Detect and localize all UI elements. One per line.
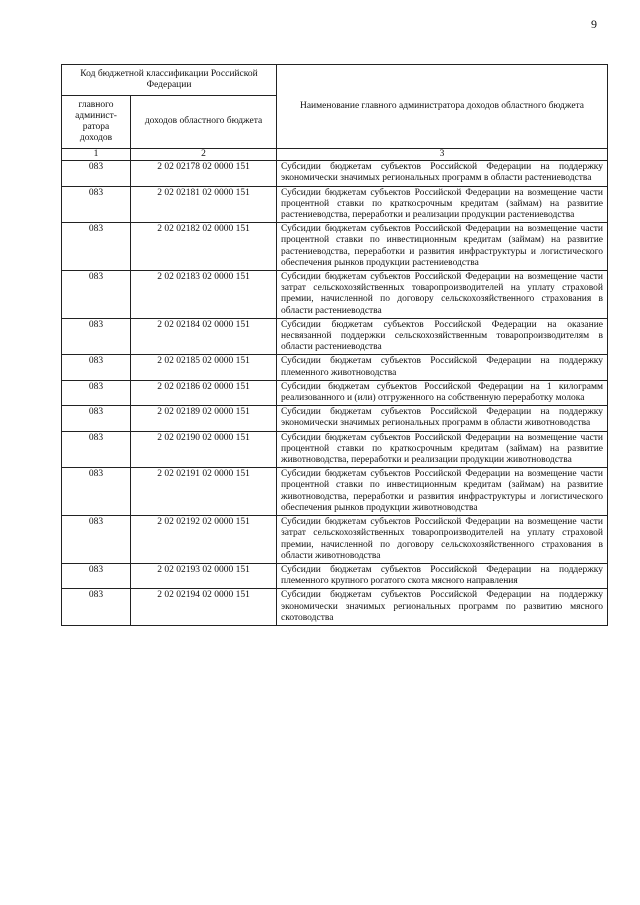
table-row — [62, 161, 608, 186]
administrator-code-cell: 083 — [62, 468, 131, 516]
revenue-name-cell: Субсидии бюджетам субъектов Российской Федерации на возмещение части процентной ставки по краткосрочным кредитам (займам) на развитие растениеводства, переработки и реализации продукции растениеводства — [277, 186, 608, 223]
table-row — [62, 355, 608, 380]
administrator-code-cell: 083 — [62, 355, 131, 380]
table-row — [62, 468, 608, 516]
revenue-name-cell: Субсидии бюджетам субъектов Российской Федерации на возмещение части процентной ставки по инвестиционным кредитам (займам) на развитие животноводства, переработки и развития инфраструктуры и логистического обеспечения рынков продукции животноводства — [277, 468, 608, 516]
table-row — [62, 516, 608, 564]
table-row — [62, 589, 608, 626]
budget-code-cell: 2 02 02186 02 0000 151 — [131, 380, 277, 405]
administrator-code-cell: 083 — [62, 186, 131, 223]
header-administrator-name: Наименование главного администратора доходов областного бюджета — [277, 65, 608, 149]
column-number-3: 3 — [277, 149, 608, 161]
revenue-name-cell: Субсидии бюджетам субъектов Российской Федерации на поддержку экономически значимых региональных программ по развитию мясного скотоводства — [277, 589, 608, 626]
revenue-name-cell: Субсидии бюджетам субъектов Российской Федерации на поддержку племенного крупного рогатого скота мясного направления — [277, 563, 608, 588]
column-number-1: 1 — [62, 149, 131, 161]
budget-code-cell: 2 02 02191 02 0000 151 — [131, 468, 277, 516]
table-row — [62, 186, 608, 223]
table-row — [62, 380, 608, 405]
budget-code-cell: 2 02 02184 02 0000 151 — [131, 318, 277, 355]
page-number: 9 — [591, 17, 597, 31]
budget-code-cell: 2 02 02193 02 0000 151 — [131, 563, 277, 588]
revenue-name-cell: Субсидии бюджетам субъектов Российской Федерации на возмещение части процентной ставки по инвестиционным кредитам (займам) на развитие растениеводства, переработки и развития инфраструктуры и логистического обеспечения рынков продукции растениеводства — [277, 223, 608, 271]
budget-code-cell: 2 02 02189 02 0000 151 — [131, 406, 277, 431]
table-row — [62, 563, 608, 588]
revenue-name-cell: Субсидии бюджетам субъектов Российской Федерации на возмещение части процентной ставки по краткосрочным кредитам (займам) на развитие животноводства, переработки и реализации продукции животноводства — [277, 431, 608, 468]
budget-code-cell: 2 02 02183 02 0000 151 — [131, 271, 277, 319]
header-budget-classification-code: Код бюджетной классификации Российской Федерации — [62, 65, 277, 96]
table-row — [62, 223, 608, 271]
revenue-name-cell: Субсидии бюджетам субъектов Российской Федерации на 1 килограмм реализованного и (или) отгруженного на собственную переработку молока — [277, 380, 608, 405]
administrator-code-cell: 083 — [62, 589, 131, 626]
administrator-code-cell: 083 — [62, 380, 131, 405]
budget-code-cell: 2 02 02182 02 0000 151 — [131, 223, 277, 271]
budget-code-cell: 2 02 02185 02 0000 151 — [131, 355, 277, 380]
administrator-code-cell: 083 — [62, 431, 131, 468]
revenue-name-cell: Субсидии бюджетам субъектов Российской Федерации на поддержку экономически значимых региональных программ в области животноводства — [277, 406, 608, 431]
administrator-code-cell: 083 — [62, 318, 131, 355]
budget-code-cell: 2 02 02194 02 0000 151 — [131, 589, 277, 626]
table-row — [62, 406, 608, 431]
administrator-code-cell: 083 — [62, 271, 131, 319]
administrator-code-cell: 083 — [62, 563, 131, 588]
budget-code-cell: 2 02 02178 02 0000 151 — [131, 161, 277, 186]
budget-code-cell: 2 02 02181 02 0000 151 — [131, 186, 277, 223]
administrator-code-cell: 083 — [62, 516, 131, 564]
budget-code-cell: 2 02 02192 02 0000 151 — [131, 516, 277, 564]
administrator-code-cell: 083 — [62, 406, 131, 431]
table-row — [62, 431, 608, 468]
revenue-name-cell: Субсидии бюджетам субъектов Российской Федерации на поддержку экономически значимых региональных программ в области растениеводства — [277, 161, 608, 186]
administrator-code-cell: 083 — [62, 161, 131, 186]
table-row — [62, 271, 608, 319]
budget-code-cell: 2 02 02190 02 0000 151 — [131, 431, 277, 468]
revenue-name-cell: Субсидии бюджетам субъектов Российской Федерации на поддержку племенного животноводства — [277, 355, 608, 380]
revenue-name-cell: Субсидии бюджетам субъектов Российской Федерации на возмещение части затрат сельскохозяйственных товаропроизводителей на уплату страховой премии, начисленной по договору сельскохозяйственного страхования в области животноводства — [277, 516, 608, 564]
table-row — [62, 318, 608, 355]
column-number-2: 2 — [131, 149, 277, 161]
header-chief-administrator: главного админист-ратора доходов — [62, 96, 131, 149]
budget-classification-table — [61, 64, 608, 626]
revenue-name-cell: Субсидии бюджетам субъектов Российской Федерации на возмещение части затрат сельскохозяйственных товаропроизводителей на уплату страховой премии, начисленной по договору сельскохозяйственного страхования в области растениеводства — [277, 271, 608, 319]
administrator-code-cell: 083 — [62, 223, 131, 271]
revenue-name-cell: Субсидии бюджетам субъектов Российской Федерации на оказание несвязанной поддержки сельскохозяйственным товаропроизводителям в области растениеводства — [277, 318, 608, 355]
header-regional-budget-income: доходов областного бюджета — [131, 96, 277, 149]
